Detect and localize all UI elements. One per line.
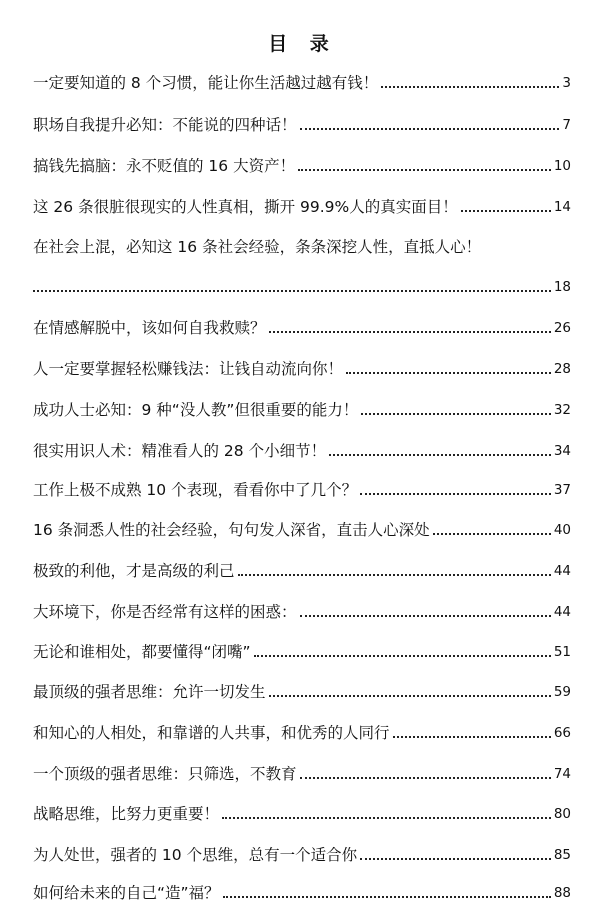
toc-entry-title: 工作上极不成熟 10 个表现，看看你中了几个？ [33, 481, 358, 499]
toc-entry-title: 人一定要掌握轻松赚钱法：让钱自动流向你！ [33, 360, 344, 378]
toc-entry[interactable] [33, 151, 571, 177]
toc-dot-leader [33, 290, 551, 292]
toc-entry-page: 66 [553, 725, 571, 741]
toc-entry-page: 37 [553, 482, 571, 498]
toc-entry-page: 26 [553, 320, 571, 336]
toc-dot-leader [222, 817, 551, 819]
toc-entry-page: 10 [553, 158, 571, 174]
toc-dot-leader [433, 533, 551, 535]
toc-entry[interactable] [33, 637, 571, 663]
toc-entry-title: 很实用识人术：精准看人的 28 个小细节！ [33, 442, 327, 460]
toc-entry-title: 搞钱先搞脑：永不贬值的 16 大资产！ [33, 157, 296, 175]
toc-entry-title: 成功人士必知：9 种“没人教”但很重要的能力！ [33, 401, 359, 419]
toc-dot-leader [300, 615, 551, 617]
toc-entry-title: 一定要知道的 8 个习惯，能让你生活越过越有钱！ [33, 74, 379, 92]
toc-entry-page: 80 [553, 806, 571, 822]
toc-entry-title: 在社会上混，必知这 16 条社会经验，条条深挖人性，直抵人心！ [33, 238, 482, 256]
toc-entry[interactable] [33, 232, 571, 258]
toc-entry-title: 大环境下，你是否经常有这样的困惑： [33, 603, 297, 621]
toc-entry-title: 最顶级的强者思维：允许一切发生 [33, 683, 266, 701]
toc-dot-leader [269, 331, 551, 333]
toc-entry-page: 7 [562, 117, 571, 133]
toc-entry-title: 无论和谁相处，都要懂得“闭嘴” [33, 643, 251, 661]
toc-dot-leader [223, 896, 551, 898]
toc-entry-title: 这 26 条很脏很现实的人性真相，撕开 99.9%人的真实面目！ [33, 198, 458, 216]
toc-dot-leader [300, 128, 560, 130]
toc-entry-page: 88 [553, 885, 571, 901]
toc-dot-leader [269, 695, 551, 697]
toc-entry-title: 一个顶级的强者思维：只筛选，不教育 [33, 765, 297, 783]
toc-entry-title: 如何给未来的自己“造”福？ [33, 884, 220, 902]
toc-entry-page: 59 [553, 684, 571, 700]
toc-entry-title: 职场自我提升必知：不能说的四种话！ [33, 116, 297, 134]
toc-entry[interactable] [33, 436, 571, 462]
toc-entry-title: 16 条洞悉人性的社会经验，句句发人深省，直击人心深处 [33, 521, 430, 539]
toc-dot-leader [300, 777, 551, 779]
toc-entry[interactable] [33, 313, 571, 339]
toc-entry-page: 18 [553, 279, 571, 295]
toc-entry-page: 14 [553, 199, 571, 215]
toc-entry-page: 44 [553, 604, 571, 620]
toc-entry[interactable] [33, 597, 571, 623]
page-title: 目 录 [268, 33, 337, 55]
toc-entry[interactable] [33, 110, 571, 136]
toc-entry-page: 44 [553, 563, 571, 579]
toc-entry-page: 74 [553, 766, 571, 782]
toc-dot-leader [329, 454, 551, 456]
toc-entry[interactable] [33, 759, 571, 785]
toc-entry-continuation[interactable] [33, 272, 571, 298]
toc-entry[interactable] [33, 68, 571, 94]
toc-entry[interactable] [33, 515, 571, 541]
toc-entry[interactable] [33, 677, 571, 703]
toc-entry[interactable] [33, 718, 571, 744]
toc-entry[interactable] [33, 475, 571, 501]
toc-entry-title: 在情感解脱中，该如何自我救赎？ [33, 319, 266, 337]
toc-entry[interactable] [33, 395, 571, 421]
toc-dot-leader [254, 655, 551, 657]
toc-entry-title: 为人处世，强者的 10 个思维，总有一个适合你 [33, 846, 358, 864]
toc-dot-leader [461, 210, 551, 212]
toc-dot-leader [346, 372, 551, 374]
toc-dot-leader [360, 493, 551, 495]
toc-entry[interactable] [33, 799, 571, 825]
toc-entry[interactable] [33, 192, 571, 218]
toc-entry-page: 32 [553, 402, 571, 418]
toc-dot-leader [298, 169, 551, 171]
toc-entry-page: 40 [553, 522, 571, 538]
toc-entry[interactable] [33, 556, 571, 582]
toc-entry[interactable] [33, 840, 571, 866]
toc-entry-title: 战略思维，比努力更重要！ [33, 805, 220, 823]
toc-dot-leader [238, 574, 551, 576]
toc-entry[interactable] [33, 354, 571, 380]
toc-entry-page: 34 [553, 443, 571, 459]
toc-dot-leader [393, 736, 551, 738]
toc-entry-page: 85 [553, 847, 571, 863]
toc-entry-page: 51 [553, 644, 571, 660]
toc-dot-leader [361, 413, 550, 415]
toc-dot-leader [381, 86, 559, 88]
toc-entry-title: 极致的利他，才是高级的利己 [33, 562, 235, 580]
toc-entry-title: 和知心的人相处，和靠谱的人共事，和优秀的人同行 [33, 724, 390, 742]
toc-dot-leader [360, 858, 551, 860]
toc-entry[interactable] [33, 878, 571, 904]
toc-entry-page: 3 [562, 75, 571, 91]
toc-entry-page: 28 [553, 361, 571, 377]
